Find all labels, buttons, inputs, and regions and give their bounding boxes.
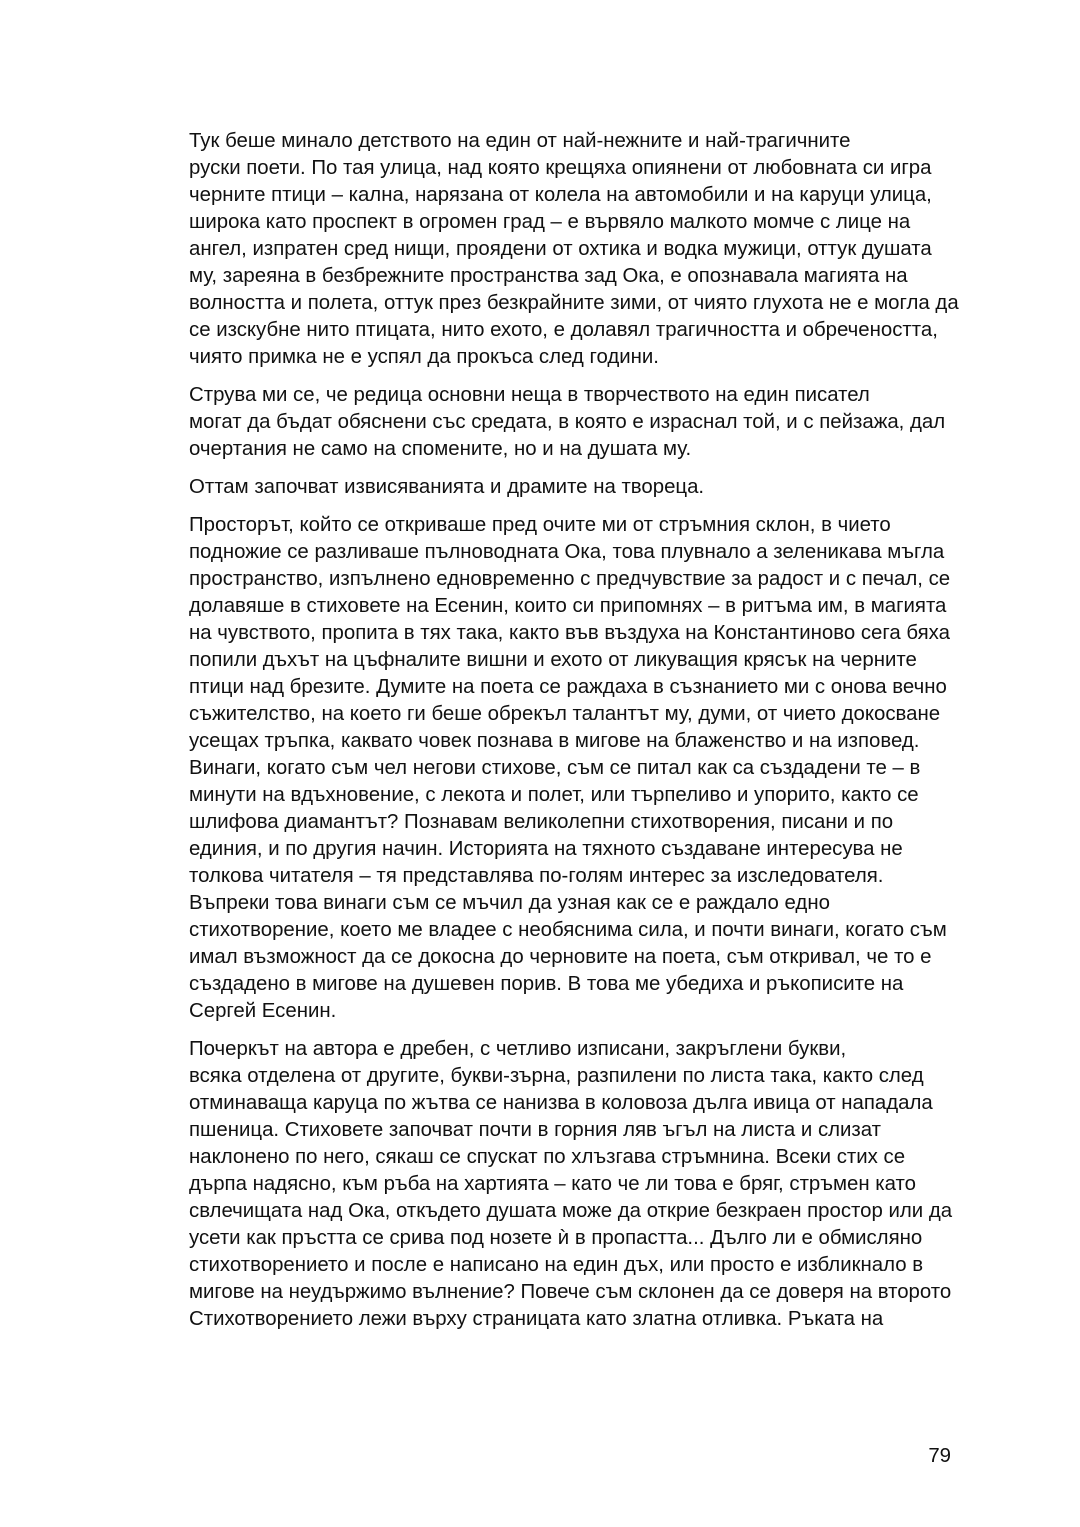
text-line: имал възможност да се докосна до черновите на поета, съм откривал, че то е [189, 946, 932, 968]
text-body [129, 128, 959, 1344]
text-line: Почеркът на автора е дребен, с четливо изписани, закръглени букви, [189, 1038, 847, 1060]
text-line: черните птици – кална, нарязана от колела на автомобили и на каруци улица, [189, 184, 932, 206]
text-line: толкова читателя – тя представлява по-голям интерес за изследователя. [189, 865, 884, 887]
text-line: Сергей Есенин. [189, 1000, 337, 1022]
paragraph [129, 382, 955, 463]
text-line: наклонено по него, сякаш се спускат по хлъзгава стръмнина. Всеки стих се [189, 1146, 906, 1168]
text-line: всяка отделена от другите, букви-зърна, разпилени по листа така, както след [189, 1065, 924, 1087]
text-line: стихотворението и после е написано на един дъх, или просто е избликнало в [189, 1254, 924, 1276]
text-line: ангел, изпратен сред нищи, проядени от охтика и водка мужици, оттук душата [189, 238, 932, 260]
text-line: се изскубне нито птицата, нито ехото, е долавял трагичността и обречеността, [189, 319, 938, 341]
text-line: пшеница. Стиховете започват почти в горния ляв ъгъл на листа и слизат [189, 1119, 882, 1141]
text-line: пространство, изпълнено едновременно с предчувствие за радост и с печал, се [189, 568, 951, 590]
text-line: попили дъхът на цъфналите вишни и ехото от ликуващия крясък на черните [189, 649, 917, 671]
text-line: усети как пръстта се срива под нозете ѝ в пропастта... Дълго ли е обмисляно [189, 1227, 923, 1249]
text-line: могат да бъдат обяснени със средата, в която е израснал той, и с пейзажа, дал [189, 411, 946, 433]
text-line: създадено в мигове на душевен порив. В това ме убедиха и ръкописите на [189, 973, 904, 995]
text-line: отминаваща каруца по жътва се нанизва в коловоза дълга ивица от нападала [189, 1092, 933, 1114]
page-number: 79 [928, 1445, 951, 1467]
text-line: Оттам започват извисяванията и драмите на твореца. [189, 476, 705, 498]
text-line: Тук беше минало детството на един от най-нежните и най-трагичните [189, 130, 851, 152]
text-line: Винаги, когато съм чел негови стихове, съм се питал как са създадени те – в [189, 757, 921, 779]
text-line: Просторът, който се откриваше пред очите ми от стръмния склон, в чието [189, 514, 891, 536]
text-line: шлифова диамантът? Познавам великолепни стихотворения, писани и по [189, 811, 894, 833]
text-line: руски поети. По тая улица, над която крещяха опиянени от любовната си игра [189, 157, 932, 179]
text-line: Стихотворението лежи върху страницата като златна отливка. Ръката на [189, 1308, 884, 1330]
text-line: минути на вдъхновение, с лекота и полет, или търпеливо и упорито, както се [189, 784, 919, 806]
text-line: на чувството, пропита в тях така, както във въздуха на Константиново сега бяха [189, 622, 950, 644]
text-line: съжителство, на което ги беше обрекъл талантът му, думи, от чието докосване [189, 703, 941, 725]
text-line: свлечищата над Ока, откъдето душата може да открие безкраен простор или да [189, 1200, 953, 1222]
paragraph [129, 512, 955, 1025]
text-line: широка като проспект в огромен град – е вървяло малкото момче с лице на [189, 211, 911, 233]
text-line: дърпа надясно, към ръба на хартията – като че ли това е бряг, стръмен като [189, 1173, 917, 1195]
paragraph [129, 1036, 955, 1333]
paragraph [129, 128, 959, 371]
text-line: Струва ми се, че редица основни неща в творчеството на един писател [189, 384, 870, 406]
text-line: Въпреки това винаги съм се мъчил да узная как се е раждало едно [189, 892, 830, 914]
paragraph [129, 474, 955, 501]
text-line: подножие се разливаше пълноводната Ока, това плувнало а зеленикава мъгла [189, 541, 945, 563]
text-line: волността и полета, оттук през безкрайните зими, от чиято глухота не е могла да [189, 292, 959, 314]
text-line: долавяше в стиховете на Есенин, които си припомнях – в ритъма им, в магията [189, 595, 947, 617]
text-line: очертания не само на спомените, но и на душата му. [189, 438, 692, 460]
text-line: птици над брезите. Думите на поета се раждаха в съзнанието ми с онова вечно [189, 676, 947, 698]
text-line: стихотворение, което ме владее с необяснима сила, и почти винаги, когато съм [189, 919, 947, 941]
text-line: усещах тръпка, каквато човек познава в мигове на блаженство и на изповед. [189, 730, 920, 752]
text-line: единия, и по другия начин. Историята на тяхното създаване интересува не [189, 838, 903, 860]
text-line: мигове на неудържимо вълнение? Повече съм склонен да се доверя на второто [189, 1281, 952, 1303]
text-line: чиято примка не е успял да прокъса след години. [189, 346, 659, 368]
text-line: му, зареяна в безбрежните пространства зад Ока, е опознавала магията на [189, 265, 908, 287]
